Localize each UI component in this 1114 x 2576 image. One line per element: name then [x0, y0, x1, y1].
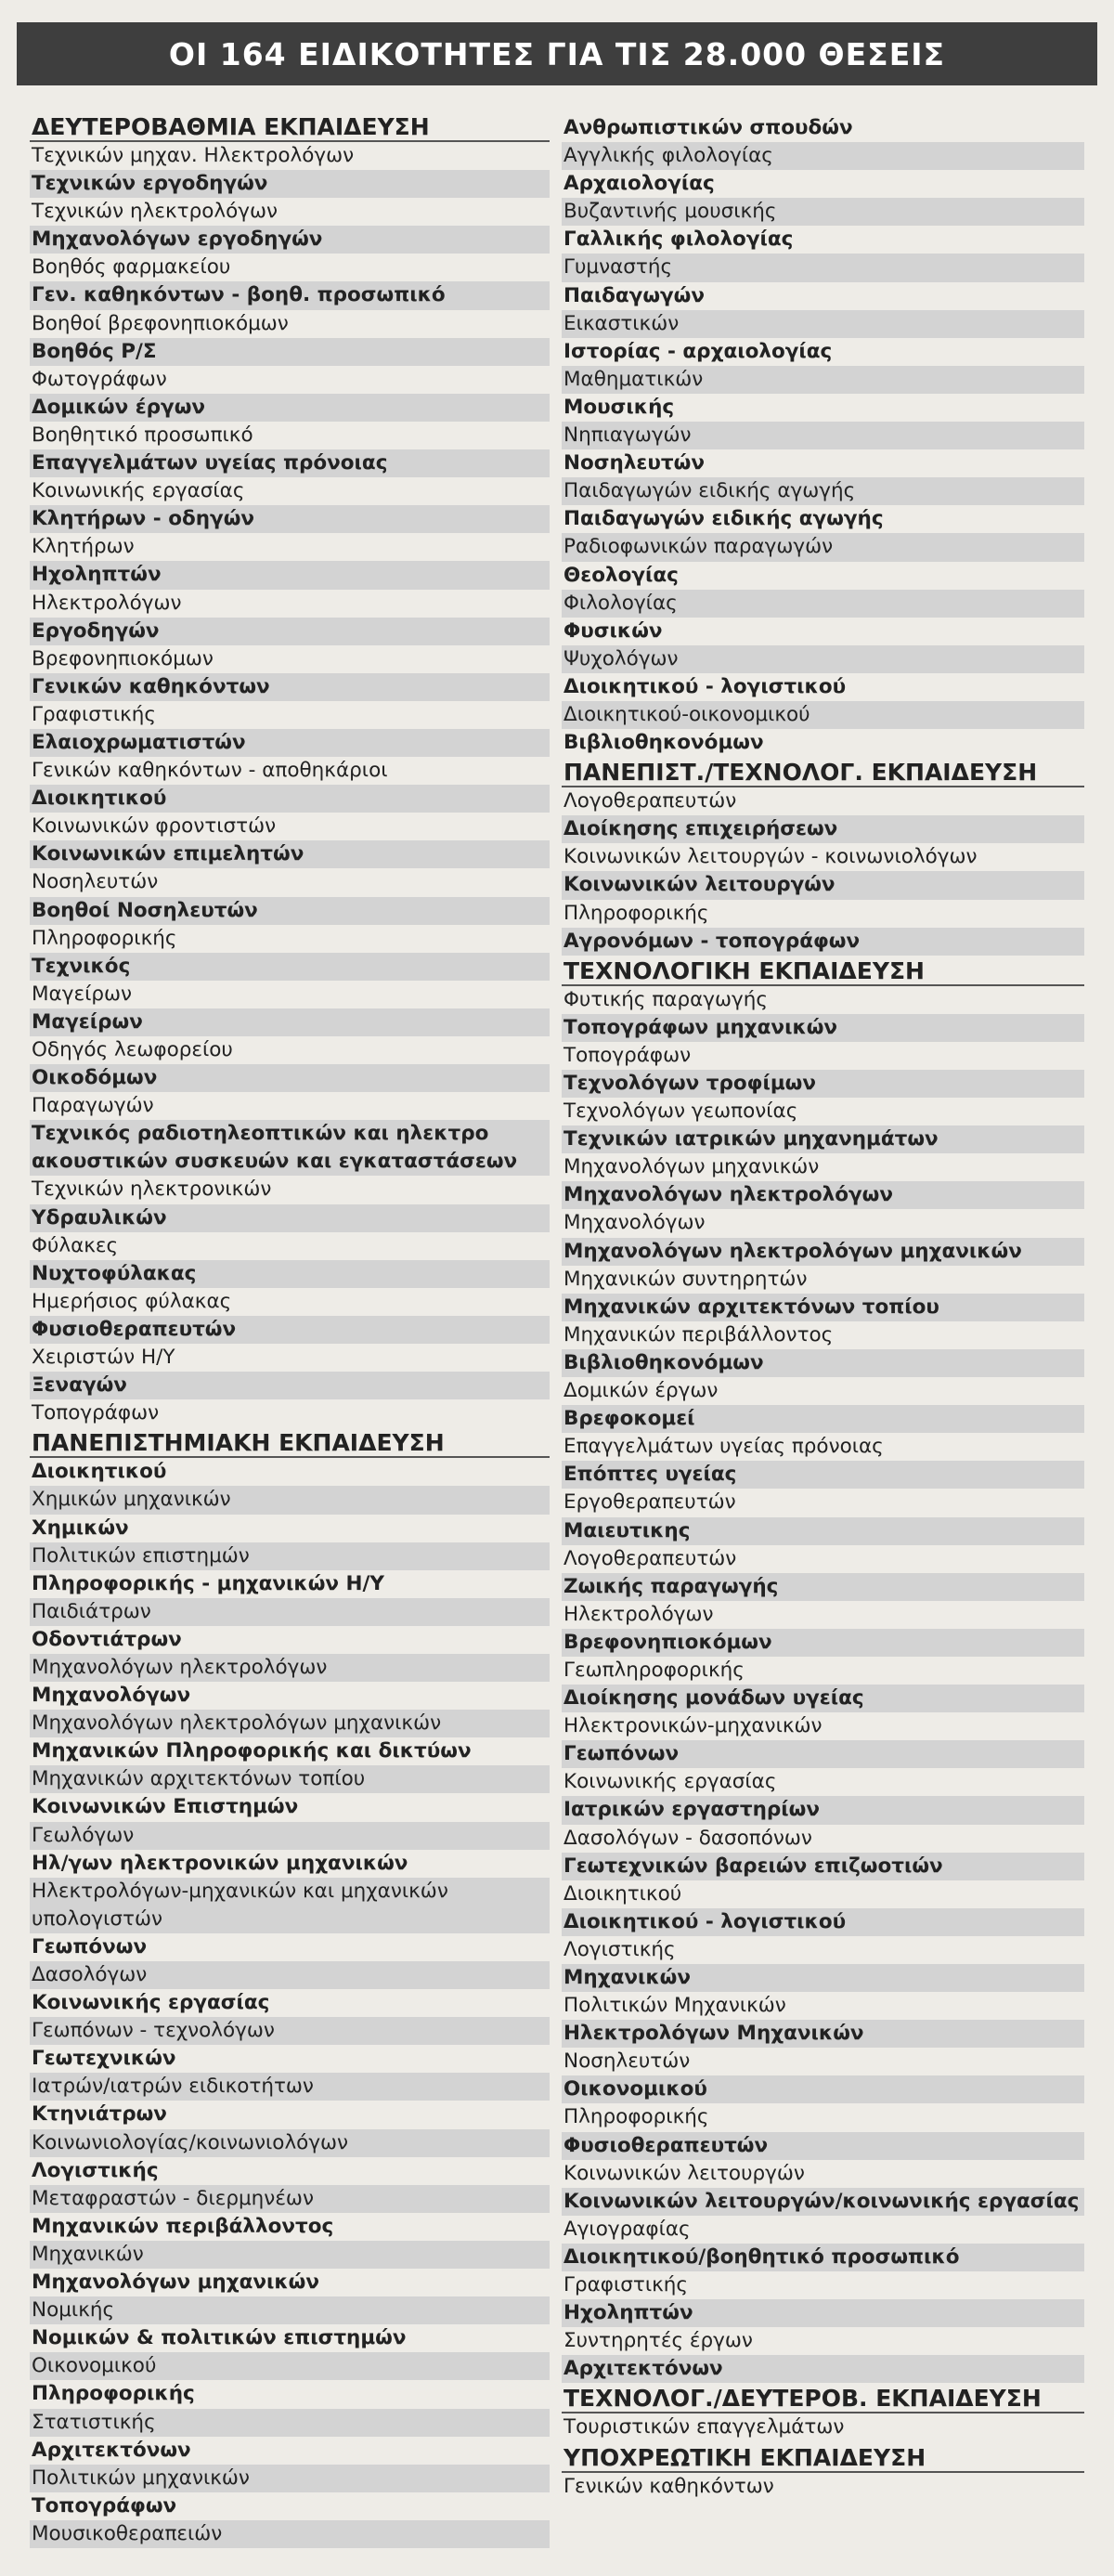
- specialty-list-item: Δομικών έργων: [563, 1379, 719, 1403]
- specialty-list-item: Διοικητικού/βοηθητικό προσωπικό: [562, 2244, 1084, 2271]
- specialty-list-item: Μηχανικών αρχιτεκτόνων τοπίου: [30, 1765, 550, 1793]
- specialty-list-item: Διοίκησης μονάδων υγείας: [562, 1685, 1084, 1712]
- specialty-list-item: Παιδαγωγών ειδικής αγωγής: [562, 477, 1084, 505]
- specialty-list-item: Επαγγελμάτων υγείας πρόνοιας: [30, 449, 550, 477]
- specialty-list-item: Πληροφορικής: [563, 901, 709, 925]
- specialty-list-item: Αρχαιολογίας: [563, 172, 715, 196]
- specialty-list-item: Βιβλιοθηκονόμων: [562, 1349, 1084, 1377]
- specialty-list-item: Βοηθός φαρμακείου: [32, 255, 231, 280]
- specialty-list-item: Τοπογράφων: [32, 2493, 177, 2517]
- specialty-list-item: Εργοδηγών: [30, 618, 550, 645]
- specialty-list-item: Εικαστικών: [562, 310, 1084, 338]
- specialty-list-item: Γεωτεχνικών: [32, 2047, 176, 2071]
- specialty-list-item: Ηλεκτρολόγων Μηχανικών: [562, 2020, 1084, 2048]
- specialty-list-item: Μηχανικών: [30, 2241, 550, 2269]
- specialty-list-item: Διοίκησης επιχειρήσεων: [562, 815, 1084, 843]
- specialty-list-item: Παιδιάτρων: [30, 1598, 550, 1626]
- specialty-list-item: Διοικητικού - λογιστικού: [563, 674, 847, 698]
- specialty-list-item: Γεωπληροφορικής: [563, 1658, 745, 1682]
- specialty-list-item: Ξεναγών: [30, 1372, 550, 1399]
- specialty-list-item: Μηχανικών περιβάλλοντος: [32, 2214, 334, 2238]
- specialty-list-item: Μαιευτικης: [562, 1517, 1084, 1545]
- specialty-list-item: Δασολόγων: [30, 1961, 550, 1989]
- specialty-list-item: Βοηθοί βρεφονηπιοκόμων: [32, 311, 289, 335]
- specialty-list-item: Τεχνικών ηλεκτρολόγων: [32, 200, 278, 224]
- specialty-list-item: Παιδαγωγών ειδικής αγωγής: [563, 507, 884, 531]
- specialty-list-item: Μηχανικών περιβάλλοντος: [563, 1322, 834, 1347]
- specialty-list-item: Μουσικής: [563, 395, 675, 419]
- specialty-list-item: Πολιτικών μηχανικών: [30, 2465, 550, 2492]
- specialty-list-item: Τεχνικών μηχαν. Ηλεκτρολόγων: [32, 144, 355, 167]
- specialty-list-item: Γεωλόγων: [30, 1822, 550, 1850]
- specialty-list-item: Κοινωνικών λειτουργών: [562, 871, 1084, 899]
- specialty-list-item: Κοινωνικής εργασίας: [563, 1770, 777, 1794]
- specialty-list-item: Βοηθός Ρ/Σ: [30, 338, 550, 366]
- specialty-list-item: Γενικών καθηκόντων: [563, 2474, 774, 2498]
- specialty-list-item: Ηλεκτρολόγων-μηχανικών και μηχανικών υπολογιστών: [30, 1878, 550, 1933]
- specialty-list-item: Αγιογραφίας: [563, 2217, 691, 2241]
- specialty-list-item: Μαγείρων: [32, 982, 133, 1006]
- specialty-list-item: Τεχνικών εργοδηγών: [30, 170, 550, 198]
- specialty-list-item: Χημικών μηχανικών: [30, 1486, 550, 1514]
- specialty-list-item: Γενικών καθηκόντων: [30, 673, 550, 701]
- specialty-list-item: Ηλεκτρολόγων: [563, 1602, 714, 1626]
- specialty-list-item: Αρχιτεκτόνων: [562, 2355, 1084, 2383]
- specialty-list-item: Διοικητικού: [30, 785, 550, 813]
- section-heading: ΠΑΝΕΠΙΣΤ./ΤΕΧΝΟΛΟΓ. ΕΚΠΑΙΔΕΥΣΗ: [562, 757, 1084, 787]
- specialty-list-item: Χειριστών Η/Υ: [32, 1346, 175, 1370]
- specialty-list-item: Υδραυλικών: [30, 1204, 550, 1232]
- specialty-list-item: Εργοθεραπευτών: [563, 1490, 736, 1515]
- section-heading: ΥΠΟΧΡΕΩΤΙΚΗ ΕΚΠΑΙΔΕΥΣΗ: [562, 2442, 1084, 2473]
- specialty-list-item: Στατιστικής: [30, 2409, 550, 2437]
- specialty-list-item: Μηχανολόγων ηλεκτρολόγων: [562, 1181, 1084, 1209]
- specialty-list-item: Θεολογίας: [563, 563, 679, 587]
- specialty-list-item: Βρεφονηπιοκόμων: [32, 646, 214, 670]
- specialty-list-item: Οικοδόμων: [30, 1064, 550, 1092]
- specialty-list-item: Ηλεκτρονικών-μηχανικών: [563, 1714, 823, 1738]
- specialty-list-item: Μηχανολόγων ηλεκτρολόγων μηχανικών: [562, 1238, 1084, 1266]
- section-heading: ΠΑΝΕΠΙΣΤΗΜΙΑΚΗ ΕΚΠΑΙΔΕΥΣΗ: [30, 1427, 550, 1458]
- specialty-list-item: Χημικών: [32, 1516, 129, 1540]
- specialty-list-item: Πολιτικών επιστημών: [30, 1542, 550, 1570]
- specialty-list-item: Πληροφορικής: [32, 2382, 195, 2406]
- specialty-list-item: Δασολόγων - δασοπόνων: [563, 1826, 812, 1850]
- section-heading: ΤΕΧΝΟΛΟΓ./ΔΕΥΤΕΡΟΒ. ΕΚΠΑΙΔΕΥΣΗ: [562, 2383, 1084, 2413]
- specialty-list-item: Οικονομικού: [30, 2352, 550, 2380]
- specialty-list-item: Φυσικών: [563, 618, 663, 643]
- specialty-list-item: Ραδιοφωνικών παραγωγών: [562, 533, 1084, 561]
- specialty-list-item: Ιατρών/ιατρών ειδικοτήτων: [30, 2073, 550, 2101]
- specialty-list-item: Φωτογράφων: [32, 367, 167, 391]
- specialty-list-item: Ζωικής παραγωγής: [562, 1573, 1084, 1601]
- section-heading: ΤΕΧΝΟΛΟΓΙΚΗ ΕΚΠΑΙΔΕΥΣΗ: [562, 956, 1084, 986]
- specialty-list-item: Ιατρικών εργαστηρίων: [562, 1796, 1084, 1824]
- specialty-list-item: Ηχοληπτών: [30, 561, 550, 589]
- specialty-list-item: Νοσηλευτών: [32, 870, 159, 894]
- specialty-list-item: Επαγγελμάτων υγείας πρόνοιας: [563, 1435, 884, 1459]
- specialty-list-item: Παιδαγωγών: [563, 283, 705, 307]
- specialty-list-item: Γεν. καθηκόντων - βοηθ. προσωπικό: [30, 281, 550, 309]
- specialty-list-item: Επόπτες υγείας: [562, 1461, 1084, 1489]
- specialty-list-item: Λογιστικής: [32, 2158, 159, 2182]
- specialty-list-item: Φυσιοθεραπευτών: [30, 1316, 550, 1344]
- specialty-list-item: Ιστορίας - αρχαιολογίας: [563, 339, 833, 363]
- specialty-list-item: Νυχτοφύλακας: [30, 1260, 550, 1288]
- specialty-list-item: Πληροφορικής: [32, 926, 177, 950]
- specialty-list-item: Κοινωνικής εργασίας: [32, 1991, 270, 2015]
- specialty-list-item: Γενικών καθηκόντων - αποθηκάριοι: [32, 759, 388, 783]
- specialty-list-item: Φυσιοθεραπευτών: [562, 2132, 1084, 2160]
- specialty-list-item: Δομικών έργων: [30, 394, 550, 422]
- left-column: [30, 114, 550, 2548]
- specialty-list-item: Οδηγός λεωφορείου: [32, 1038, 233, 1061]
- specialty-list-item: Φύλακες: [32, 1233, 119, 1257]
- specialty-list-item: Φιλολογίας: [562, 590, 1084, 618]
- specialty-list-item: Οδοντιάτρων: [32, 1627, 182, 1651]
- specialty-list-item: Ελαιοχρωματιστών: [30, 729, 550, 757]
- specialty-list-item: Μαγείρων: [30, 1008, 550, 1036]
- section-heading: ΔΕΥΤΕΡΟΒΑΘΜΙΑ ΕΚΠΑΙΔΕΥΣΗ: [30, 114, 550, 142]
- specialty-list-item: Μηχανικών Πληροφορικής και δικτύων: [32, 1739, 472, 1763]
- specialty-list-item: Βρεφονηπιοκόμων: [562, 1629, 1084, 1657]
- specialty-list-item: Κοινωνικών Επιστημών: [32, 1795, 299, 1819]
- specialty-list-item: Φυτικής παραγωγής: [563, 987, 768, 1011]
- specialty-list-item: Γεωπόνων - τεχνολόγων: [30, 2017, 550, 2045]
- specialty-list-item: Πληροφορικής - μηχανικών Η/Υ: [32, 1571, 384, 1595]
- specialty-list-item: Γεωτεχνικών βαρειών επιζωοτιών: [562, 1853, 1084, 1880]
- specialty-list-item: Συντηρητές έργων: [563, 2329, 753, 2353]
- banner-title: ΟΙ 164 ΕΙΔΙΚΟΤΗΤΕΣ ΓΙΑ ΤΙΣ 28.000 ΘΕΣΕΙΣ: [17, 22, 1097, 85]
- specialty-list-item: Κοινωνικών λειτουργών/κοινωνικής εργασίας: [562, 2188, 1084, 2216]
- specialty-list-item: Κοινωνικών επιμελητών: [30, 840, 550, 868]
- specialty-list-item: Βιβλιοθηκονόμων: [563, 731, 764, 755]
- specialty-list-item: Μηχανολόγων: [563, 1211, 706, 1235]
- specialty-list-item: Μηχανολόγων: [32, 1684, 191, 1708]
- specialty-list-item: Τεχνολόγων τροφίμων: [562, 1070, 1084, 1098]
- specialty-list-item: Γαλλικής φιλολογίας: [563, 228, 794, 252]
- specialty-list-item: Μηχανικών συντηρητών: [563, 1267, 808, 1291]
- specialty-list-item: Μηχανικών: [562, 1964, 1084, 1992]
- specialty-list-item: Γραφιστικής: [563, 2273, 689, 2297]
- specialty-list-item: Κοινωνικής εργασίας: [32, 479, 245, 503]
- specialty-list-item: Μεταφραστών - διερμηνέων: [30, 2185, 550, 2213]
- specialty-list-item: Νομικής: [30, 2296, 550, 2324]
- specialty-list-item: Νοσηλευτών: [563, 451, 705, 475]
- specialty-list-item: Βρεφοκομεί: [562, 1405, 1084, 1433]
- specialty-list-item: Διοικητικού: [563, 1881, 682, 1906]
- specialty-list-item: Γεωπόνων: [32, 1934, 148, 1958]
- right-column: [562, 114, 1084, 2501]
- specialty-list-item: Τεχνικών ιατρικών μηχανημάτων: [562, 1125, 1084, 1153]
- specialty-list-item: Νοσηλευτών: [563, 2049, 691, 2074]
- specialty-list-item: Τοπογράφων: [563, 1043, 692, 1067]
- specialty-list-item: Τοπογράφων μηχανικών: [562, 1014, 1084, 1042]
- specialty-list-item: Μηχανολόγων εργοδηγών: [30, 226, 550, 254]
- specialty-list-item: Μηχανικών αρχιτεκτόνων τοπίου: [562, 1294, 1084, 1321]
- specialty-list-item: Γυμναστής: [562, 254, 1084, 281]
- specialty-list-item: Κοινωνιολογίας/κοινωνιολόγων: [30, 2129, 550, 2157]
- specialty-list-item: Μηχανολόγων ηλεκτρολόγων: [30, 1654, 550, 1682]
- specialty-list-item: Μουσικοθεραπειών: [30, 2520, 550, 2548]
- specialty-list-item: Ανθρωπιστικών σπουδών: [563, 116, 853, 139]
- specialty-list-item: Βυζαντινής μουσικής: [562, 198, 1084, 226]
- specialty-list-item: Λογοθεραπευτών: [563, 789, 737, 813]
- specialty-list-item: Τεχνικός ραδιοτηλεοπτικών και ηλεκτρο ακουστικών συσκευών και εγκαταστάσεων: [30, 1120, 550, 1176]
- specialty-list-item: Γεωπόνων: [562, 1740, 1084, 1768]
- specialty-list-item: Βοηθοί Νοσηλευτών: [30, 897, 550, 925]
- specialty-list-item: Βοηθητικό προσωπικό: [32, 423, 253, 447]
- specialty-list-item: Κοινωνικών λειτουργών: [563, 2161, 805, 2185]
- specialty-list-item: Λογοθεραπευτών: [563, 1546, 737, 1570]
- specialty-list-item: Κτηνιάτρων: [32, 2102, 167, 2127]
- specialty-list-item: Μηχανολόγων ηλεκτρολόγων μηχανικών: [30, 1710, 550, 1737]
- specialty-list-item: Τουριστικών επαγγελμάτων: [563, 2415, 845, 2439]
- specialty-list-item: Κοινωνικών λειτουργών - κοινωνιολόγων: [563, 845, 978, 869]
- specialty-list-item: Μαθηματικών: [562, 366, 1084, 394]
- specialty-list-item: Κλητήρων - οδηγών: [30, 505, 550, 533]
- specialty-list-item: Αγγλικής φιλολογίας: [562, 142, 1084, 170]
- specialty-list-item: Κοινωνικών φροντιστών: [32, 814, 277, 839]
- specialty-list-item: Ηχοληπτών: [562, 2299, 1084, 2327]
- specialty-list-item: Οικονομικού: [562, 2075, 1084, 2103]
- specialty-list-item: Γραφιστικής: [32, 702, 157, 726]
- specialty-list-item: Μηχανολόγων μηχανικών: [32, 2270, 319, 2295]
- specialty-list-item: Αρχιτεκτόνων: [32, 2438, 191, 2462]
- specialty-list-item: Μηχανολόγων μηχανικών: [563, 1155, 820, 1179]
- specialty-list-item: Τεχνικός: [30, 953, 550, 981]
- specialty-list-item: Ηλ/γων ηλεκτρονικών μηχανικών: [32, 1851, 408, 1875]
- specialty-list-item: Αγρονόμων - τοπογράφων: [562, 928, 1084, 956]
- specialty-list-item: Διοικητικού - λογιστικού: [562, 1908, 1084, 1936]
- specialty-list-item: Λογιστικής: [563, 1937, 676, 1961]
- specialty-list-item: Διοικητικού-οικονομικού: [562, 701, 1084, 729]
- specialty-list-item: Κλητήρων: [32, 535, 135, 559]
- specialty-list-item: Τεχνικών ηλεκτρονικών: [32, 1177, 272, 1202]
- specialty-list-item: Νομικών & πολιτικών επιστημών: [32, 2326, 407, 2350]
- specialty-list-item: Παραγωγών: [32, 1094, 154, 1118]
- specialty-list-item: Πολιτικών Μηχανικών: [563, 1994, 786, 2018]
- specialty-list-item: Ηλεκτρολόγων: [32, 591, 182, 615]
- specialty-list-item: Τεχνολόγων γεωπονίας: [563, 1099, 798, 1124]
- specialty-list-item: Ψυχολόγων: [562, 645, 1084, 673]
- specialty-list-item: Τοπογράφων: [32, 1401, 160, 1425]
- specialty-list-item: Διοικητικού: [32, 1460, 167, 1484]
- specialty-list-item: Πληροφορικής: [563, 2105, 709, 2129]
- specialty-list-item: Νηπιαγωγών: [562, 422, 1084, 449]
- specialty-list-item: Ημερήσιος φύλακας: [32, 1289, 232, 1313]
